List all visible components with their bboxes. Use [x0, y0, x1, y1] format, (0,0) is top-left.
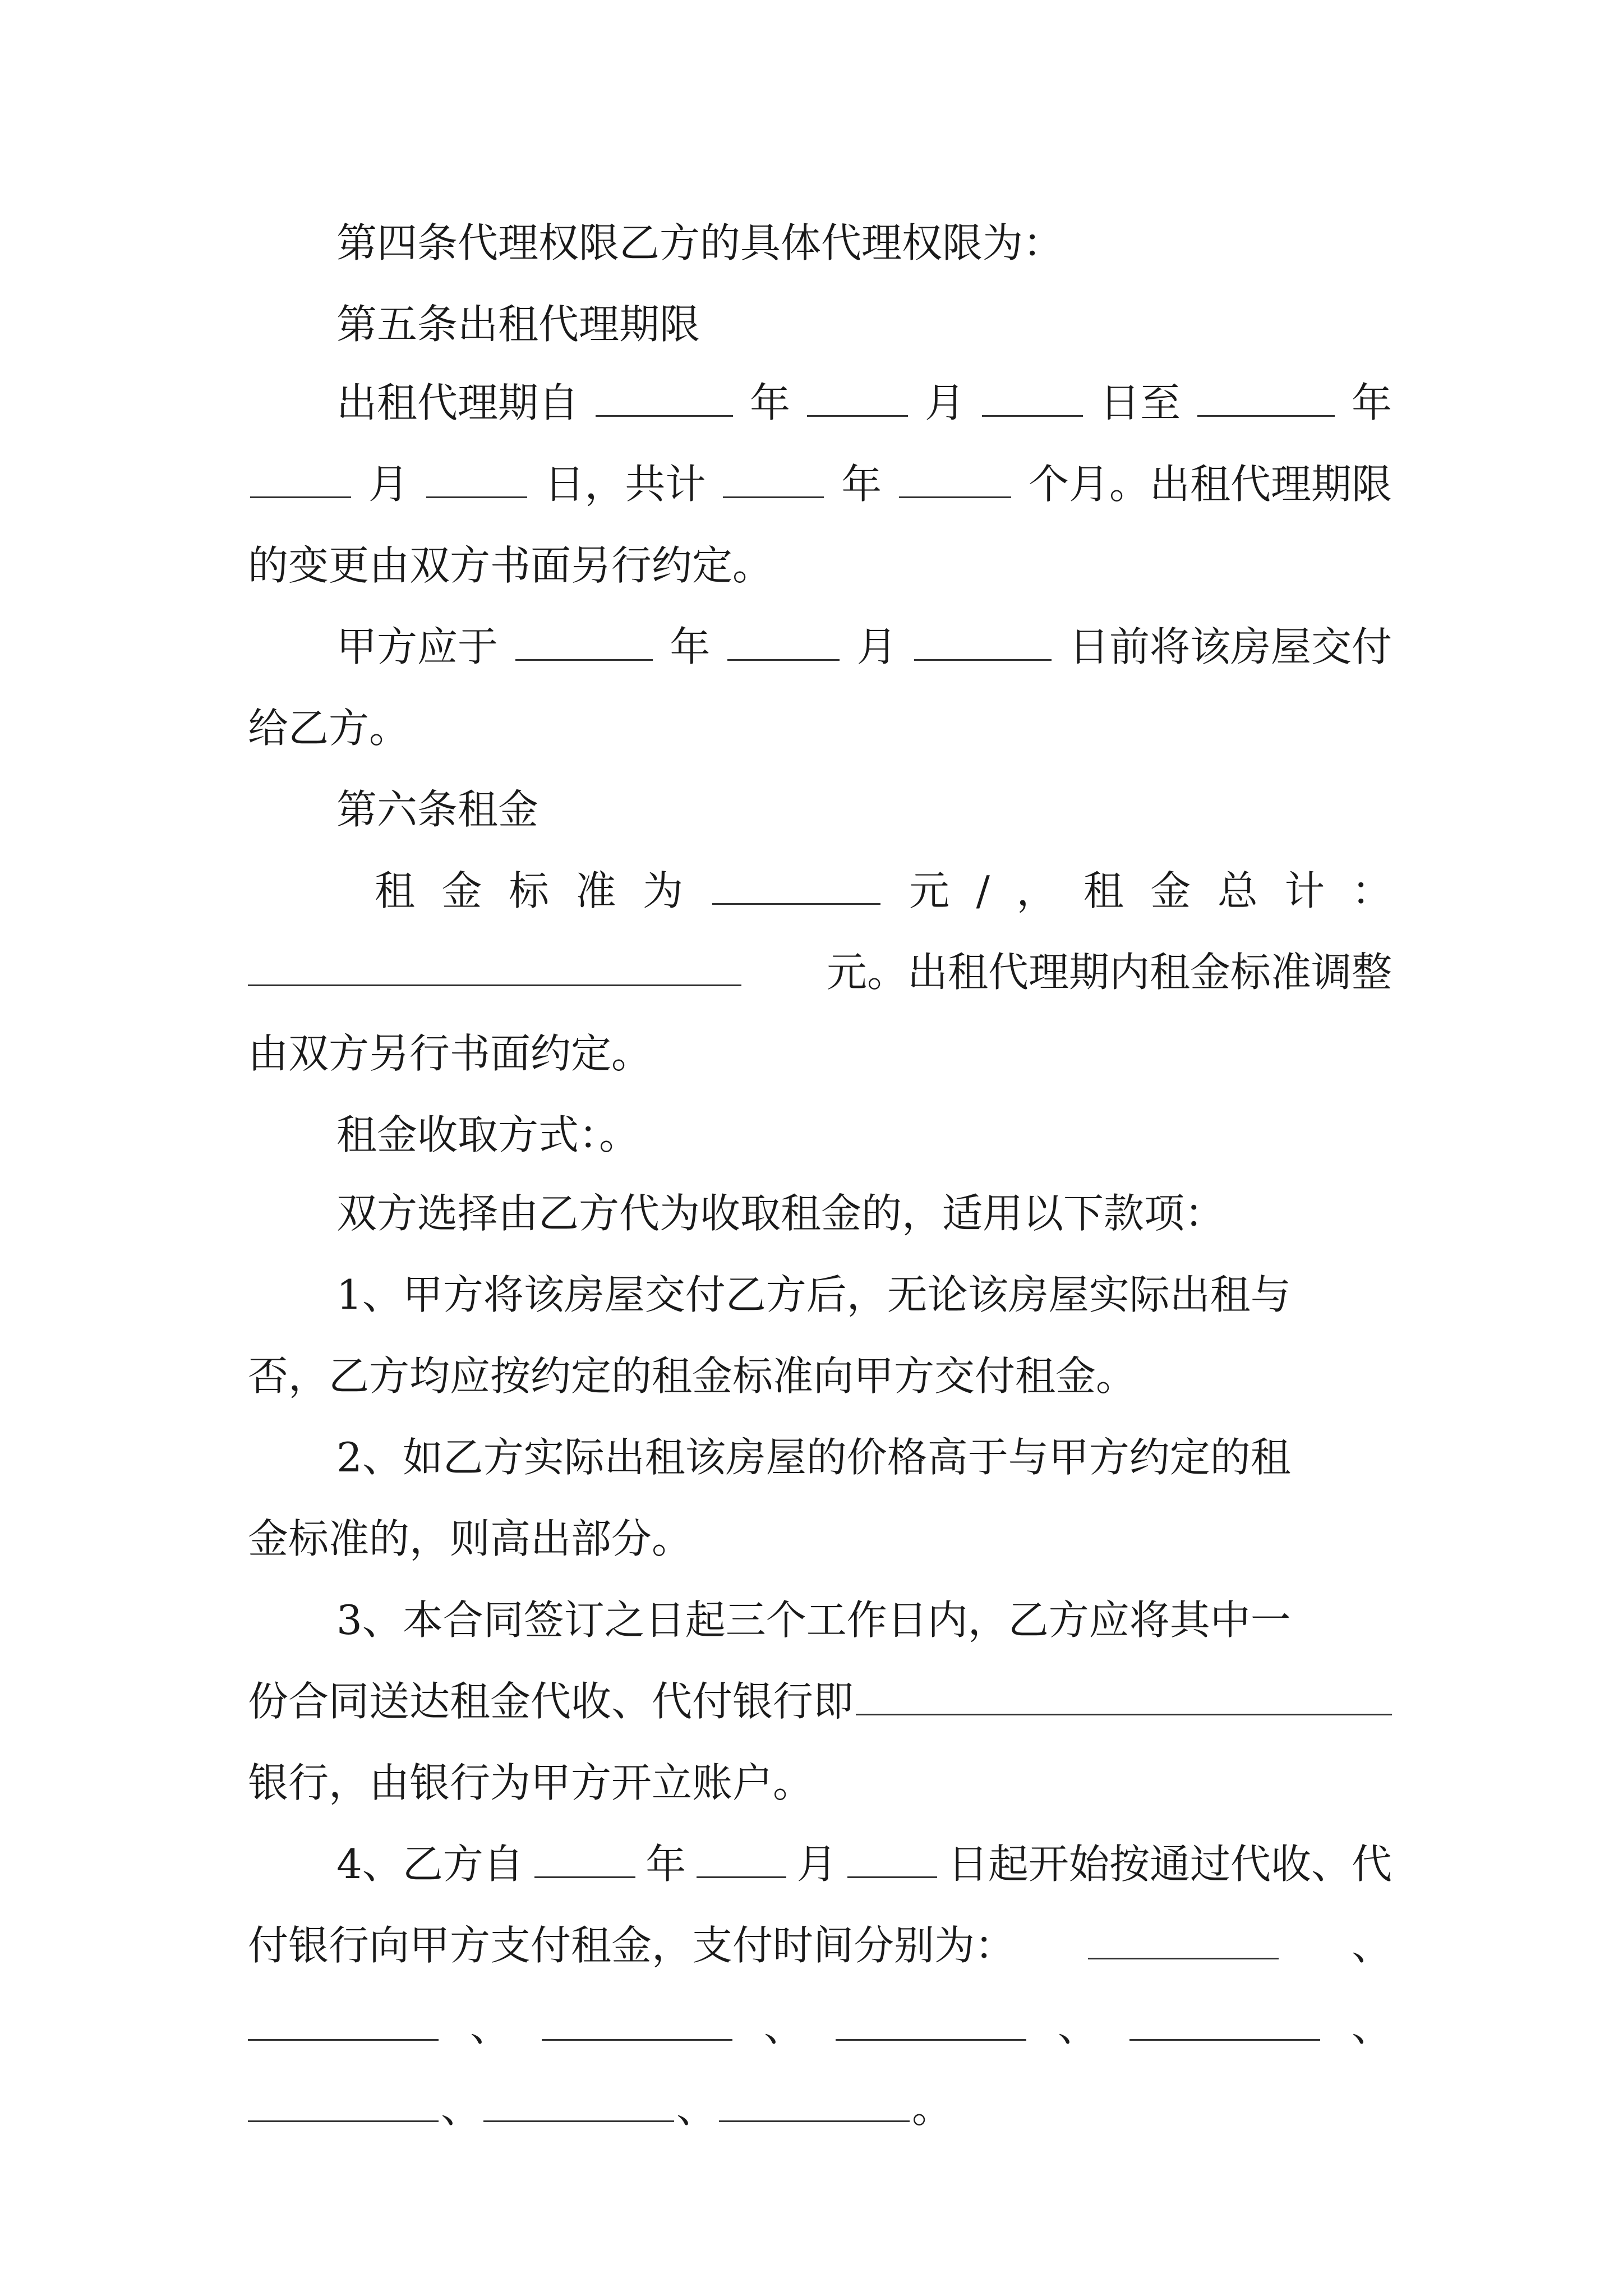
payment-times-label: 付银行向甲方支付租金，支付时间分别为：	[248, 1922, 1016, 1969]
rent-total-text: 元。出租代理期内租金标准调整	[826, 949, 1392, 996]
payment-times-line	[248, 1918, 1392, 1972]
start-month-blank	[807, 411, 908, 417]
spread-char: 为	[643, 867, 684, 914]
spread-char: 租	[1083, 867, 1124, 914]
total-years-blank	[723, 492, 824, 498]
delivery-month-blank	[727, 655, 840, 661]
period-change-text: 的变更由双方书面另行约定。	[248, 542, 773, 589]
end-month-blank	[250, 492, 351, 498]
payment-time-blank	[1129, 2035, 1320, 2041]
end-day-blank	[426, 492, 527, 498]
article-4-paragraph	[336, 216, 1392, 270]
bank-line	[248, 1674, 1392, 1728]
day-to-label: 日至	[1099, 379, 1181, 426]
bank-text: 份合同送达租金代收、代付银行即	[248, 1678, 854, 1725]
payment-times-line	[248, 2081, 1392, 2135]
separator: 、	[469, 2003, 510, 2050]
delivery-text: 日前将该房屋交付	[1068, 623, 1392, 670]
payment-time-blank	[542, 2035, 732, 2041]
bank-name-blank	[856, 1709, 1392, 1715]
paragraph-line	[248, 1027, 1392, 1080]
spread-char: 计	[1284, 867, 1325, 914]
clause-1-continuation: 否，乙方均应按约定的租金标准向甲方交付租金。	[248, 1352, 1137, 1400]
paragraph-line	[336, 1186, 1392, 1240]
article-6-title: 第六条租金	[336, 786, 539, 833]
clause-2	[336, 1430, 1392, 1484]
end-year-blank	[1197, 411, 1335, 417]
spread-char: 租	[375, 867, 416, 914]
delivery-day-blank	[914, 655, 1052, 661]
clause-2-continuation: 金标准的，则高出部分。	[248, 1515, 693, 1562]
paragraph-line	[336, 1108, 1392, 1162]
rent-total-blank	[248, 980, 741, 986]
clause-4-start: 4、乙方自	[336, 1841, 524, 1888]
month-label: 月	[368, 461, 409, 508]
rent-adjust-text: 由双方另行书面约定。	[248, 1030, 652, 1077]
month-label: 月	[924, 379, 965, 426]
clause-2-text: 2、如乙方实际出租该房屋的价格高于与甲方约定的租	[336, 1434, 1291, 1481]
year-label: 年	[645, 1841, 686, 1888]
spread-char: 总	[1217, 867, 1258, 914]
clause-4-text: 日起开始按通过代收、代	[947, 1841, 1392, 1888]
bank-account-text: 银行，由银行为甲方开立账户。	[248, 1759, 814, 1806]
spread-char: ，	[1016, 867, 1057, 914]
payment-time-blank	[248, 2035, 439, 2041]
clause-4	[336, 1837, 1392, 1891]
article-5-title: 第五条出租代理期限	[336, 301, 700, 348]
payment-month-blank	[697, 1872, 786, 1878]
day-total-label: 日，共计	[544, 461, 706, 508]
rent-total-line	[248, 945, 1392, 999]
month-label: 月	[856, 623, 897, 670]
month-label: 月	[796, 1841, 837, 1888]
months-period-text: 个月。出租代理期限	[1028, 461, 1392, 508]
payment-time-blank	[719, 2116, 910, 2122]
payment-time-blank	[1088, 1953, 1279, 1959]
article-6-heading	[336, 783, 1392, 836]
year-label: 年	[1351, 379, 1392, 426]
year-label: 年	[749, 379, 790, 426]
rental-period-line-2	[248, 457, 1392, 511]
payment-year-blank	[534, 1872, 635, 1878]
spread-char: 金	[1150, 867, 1191, 914]
payment-day-blank	[847, 1872, 937, 1878]
year-label: 年	[841, 461, 882, 508]
delivery-year-blank	[515, 655, 653, 661]
spread-char: 元	[909, 867, 950, 914]
separator: 、	[441, 2085, 482, 2132]
rent-standard-line	[375, 864, 1392, 918]
paragraph-line	[248, 701, 1392, 755]
separator: 、	[1351, 1922, 1392, 1969]
year-label: 年	[670, 623, 711, 670]
separator: 、	[763, 2003, 804, 2050]
paragraph-line	[248, 1512, 1392, 1566]
clause-3	[336, 1593, 1392, 1647]
spread-char: 准	[575, 867, 616, 914]
separator: 、	[676, 2085, 717, 2132]
separator: 、	[1057, 2003, 1098, 2050]
paragraph-line	[248, 1756, 1392, 1810]
period-label: 出租代理期自	[336, 379, 579, 426]
collection-intro-text: 双方选择由乙方代为收取租金的，适用以下款项：	[336, 1190, 1225, 1237]
clause-1	[336, 1268, 1392, 1322]
paragraph-line	[248, 539, 1392, 592]
payment-time-blank	[836, 2035, 1026, 2041]
payment-times-line	[248, 2000, 1392, 2054]
rental-period-line-1	[336, 376, 1392, 430]
separator: 、	[1351, 2003, 1392, 2050]
spread-char: 标	[509, 867, 550, 914]
spread-char: /	[976, 867, 990, 914]
rent-collection-method: 租金收取方式：。	[336, 1111, 640, 1158]
delivery-date-line	[336, 620, 1392, 674]
terminal-period: 。	[912, 2085, 953, 2132]
spread-char: 金	[441, 867, 482, 914]
rent-standard-blank	[712, 899, 880, 905]
article-5-heading	[336, 297, 1392, 351]
clause-1-text: 1、甲方将该房屋交付乙方后，无论该房屋实际出租与	[336, 1271, 1291, 1318]
article-4-text: 第四条代理权限乙方的具体代理权限为：	[336, 219, 1064, 266]
start-day-blank	[982, 411, 1083, 417]
payment-time-blank	[248, 2116, 439, 2122]
total-months-blank	[899, 492, 1011, 498]
spread-char: ：	[1351, 867, 1392, 914]
payment-time-blank	[483, 2116, 674, 2122]
clause-3-text: 3、本合同签订之日起三个工作日内，乙方应将其中一	[336, 1596, 1291, 1644]
party-a-label: 甲方应于	[336, 623, 499, 670]
delivery-end-text: 给乙方。	[248, 705, 410, 752]
paragraph-line	[248, 1349, 1392, 1403]
start-year-blank	[596, 411, 733, 417]
